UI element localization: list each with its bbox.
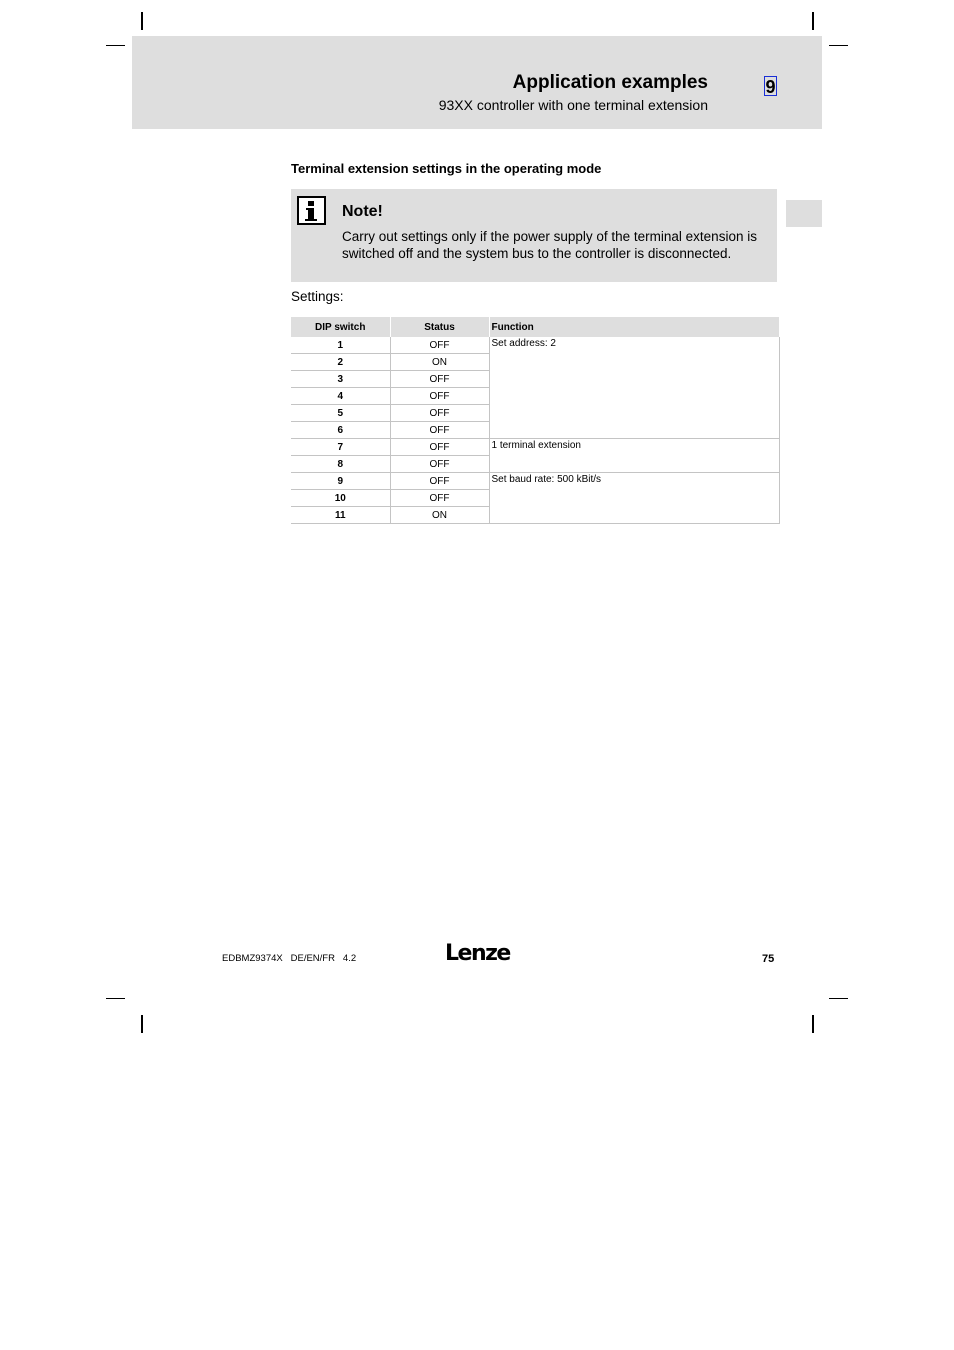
dip-switch-cell: 4 [291, 388, 390, 405]
dip-switch-cell: 3 [291, 371, 390, 388]
dip-switch-cell: 2 [291, 354, 390, 371]
crop-mark [829, 45, 848, 46]
column-header-status: Status [390, 317, 489, 337]
crop-mark [829, 998, 848, 999]
page-title: Application examples [512, 72, 708, 93]
page-subtitle: 93XX controller with one terminal extension [438, 97, 708, 113]
status-cell: ON [390, 507, 489, 524]
status-cell: OFF [390, 456, 489, 473]
status-cell: OFF [390, 473, 489, 490]
chapter-number[interactable]: 9 [765, 77, 776, 97]
dip-switch-cell: 1 [291, 337, 390, 354]
info-icon [297, 196, 326, 225]
document-id: EDBMZ9374X DE/EN/FR 4.2 [222, 953, 357, 964]
header-band [132, 36, 822, 129]
column-header-dip-switch: DIP switch [291, 317, 390, 337]
status-cell: OFF [390, 490, 489, 507]
table-row [291, 473, 779, 490]
note-text: Carry out settings only if the power supply of the terminal extension is switched off and the system bus to the controller is disconnected. [342, 229, 757, 261]
status-cell: OFF [390, 337, 489, 354]
table-row [291, 439, 779, 456]
status-cell: OFF [390, 371, 489, 388]
dip-switch-table [291, 317, 780, 524]
crop-mark [141, 12, 143, 30]
dip-switch-cell: 7 [291, 439, 390, 456]
status-cell: ON [390, 354, 489, 371]
status-cell: OFF [390, 405, 489, 422]
dip-switch-cell: 8 [291, 456, 390, 473]
settings-label: Settings: [291, 289, 344, 304]
dip-switch-cell: 6 [291, 422, 390, 439]
status-cell: OFF [390, 388, 489, 405]
status-cell: OFF [390, 439, 489, 456]
crop-mark [812, 1015, 814, 1033]
crop-mark [141, 1015, 143, 1033]
dip-switch-cell: 9 [291, 473, 390, 490]
function-cell: Set address: 2 [489, 337, 779, 439]
column-header-function: Function [489, 317, 779, 337]
dip-switch-cell: 11 [291, 507, 390, 524]
table-header-row [291, 317, 779, 337]
page-number: 75 [762, 953, 775, 965]
status-cell: OFF [390, 422, 489, 439]
table-row [291, 337, 779, 354]
crop-mark [106, 45, 125, 46]
lenze-logo: Lenze [445, 941, 510, 966]
section-heading: Terminal extension settings in the operating mode [291, 161, 602, 176]
function-cell: Set baud rate: 500 kBit/s [489, 473, 779, 524]
note-title: Note! [342, 203, 383, 220]
function-cell: 1 terminal extension [489, 439, 779, 473]
crop-mark [106, 998, 125, 999]
dip-switch-cell: 5 [291, 405, 390, 422]
dip-switch-cell: 10 [291, 490, 390, 507]
crop-mark [812, 12, 814, 30]
chapter-side-tab [786, 200, 822, 227]
note-box [291, 189, 777, 282]
